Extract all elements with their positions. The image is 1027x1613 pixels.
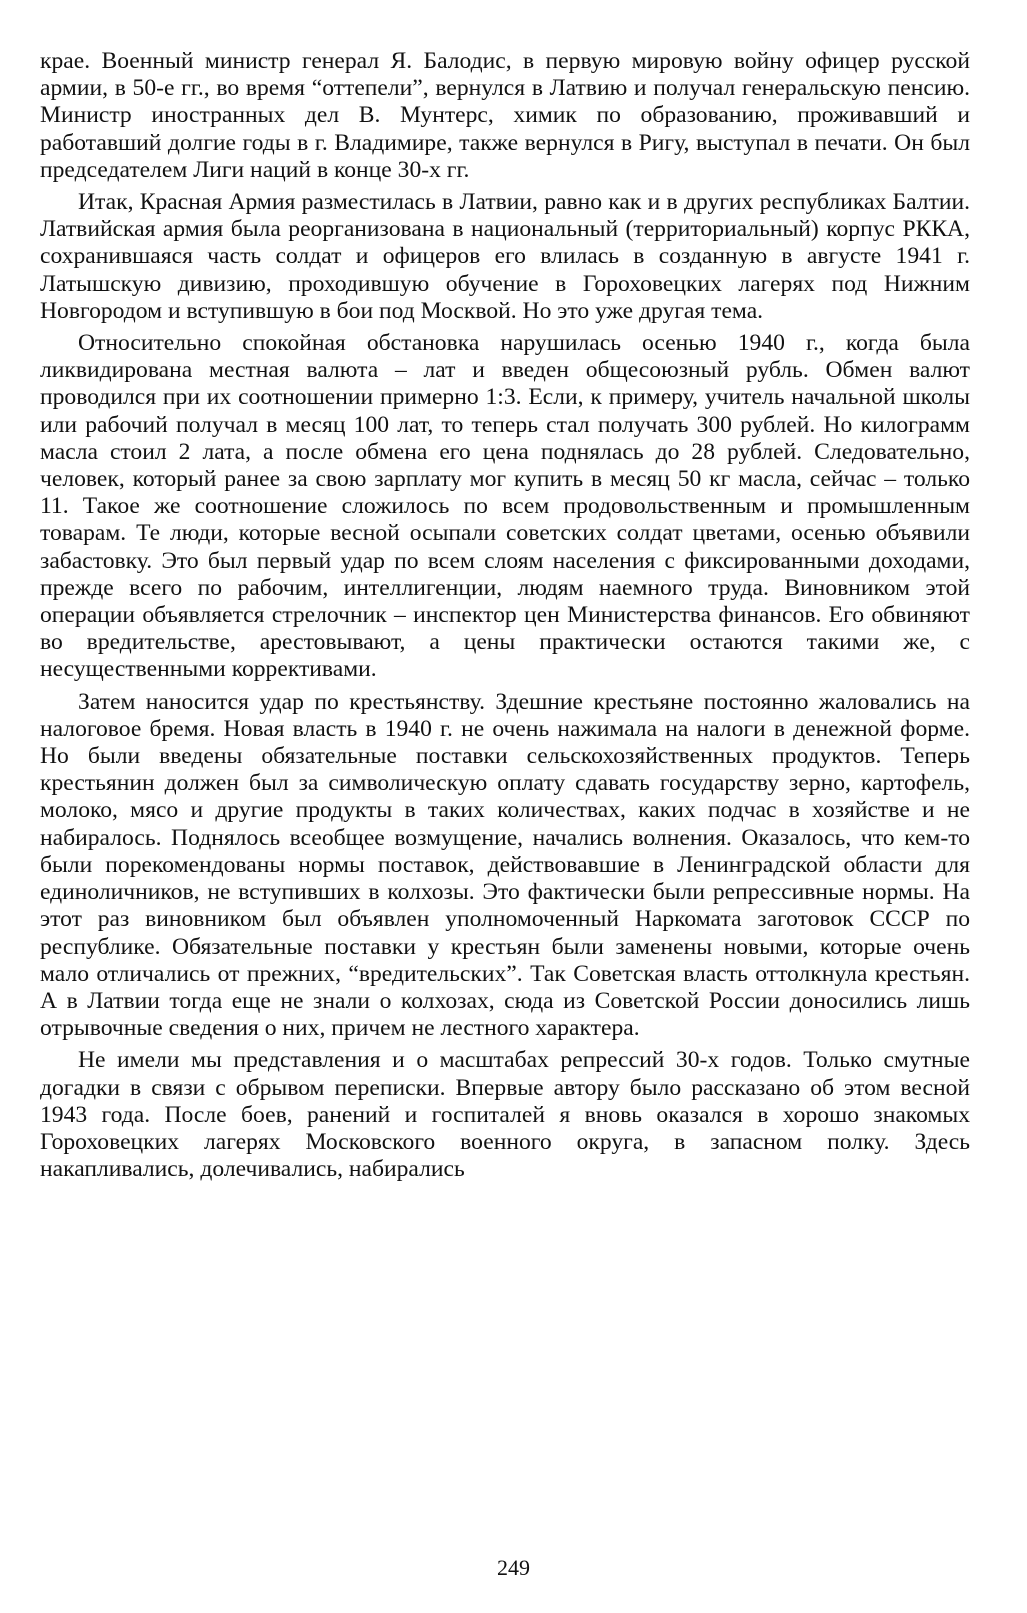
paragraph-2: Итак, Красная Армия разместилась в Латвии, равно как и в других республиках Балтии. Латвийская армия была реорганизована в национальный (территориальный) корпус РККА, сохранившаяся часть солдат и офицеров его влилась в созданную в августе 1941 г. Латышскую дивизию, проходившую обучение в Гороховецких лагерях под Нижним Новгородом и вступившую в бои под Москвой. Но это уже другая тема.: [40, 189, 970, 324]
document-page: [40, 48, 970, 1188]
paragraph-5: Не имели мы представления и о масштабах репрессий 30-х годов. Только смутные догадки в связи с обрывом переписки. Впервые автору было рассказано об этом весной 1943 года. После боев, ранений и госпиталей я вновь оказался в хорошо знакомых Гороховецких лагерях Московского военного округа, в запасном полку. Здесь накапливались, долечивались, набирались: [40, 1047, 970, 1183]
paragraph-4: Затем наносится удар по крестьянству. Здешние крестьяне постоянно жаловались на налоговое бремя. Новая власть в 1940 г. не очень нажимала на налоги в денежной форме. Но были введены обязательные поставки сельскохозяйственных продуктов. Теперь крестьянин должен был за символическую оплату сдавать государству зерно, картофель, молоко, мясо и другие продукты в таких количествах, каких подчас в хозяйстве и не набиралось. Поднялось всеобщее возмущение, начались волнения. Оказалось, что кем-то были порекомендованы нормы поставок, действовавшие в Ленинградской области для единоличников, не вступивших в колхозы. Это фактически были репрессивные нормы. На этот раз виновником был объявлен уполномоченный Наркомата заготовок СССР по республике. Обязательные поставки у крестьян были заменены новыми, которые очень мало отличались от прежних, “вредительских”. Так Советская власть оттолкнула крестьян. А в Латвии тогда еще не знали о колхозах, сюда из Советской России доносились лишь отрывочные сведения о них, причем не лестного характера.: [40, 688, 970, 1042]
paragraph-3: Относительно спокойная обстановка нарушилась осенью 1940 г., когда была ликвидирована местная валюта – лат и введен общесоюзный рубль. Обмен валют проводился при их соотношении примерно 1:3. Если, к примеру, учитель начальной школы или рабочий получал в месяц 100 лат, то теперь стал получать 300 рублей. Но килограмм масла стоил 2 лата, а после обмена его цена поднялась до 28 рублей. Следовательно, человек, который ранее за свою зарплату мог купить в месяц 50 кг масла, сейчас – только 11. Такое же соотношение сложилось по всем продовольственным и промышленным товарам. Те люди, которые весной осыпали советских солдат цветами, осенью объявили забастовку. Это был первый удар по всем слоям населения с фиксированными доходами, прежде всего по рабочим, интеллигенции, людям наемного труда. Виновником этой операции объявляется стрелочник – инспектор цен Министерства финансов. Его обвиняют во вредительстве, арестовывают, а цены практически остаются такими же, с несущественными коррективами.: [40, 330, 970, 683]
paragraph-1: крае. Военный министр генерал Я. Балодис, в первую мировую войну офицер русской армии, в 50-е гг., во время “оттепели”, вернулся в Латвию и получал генеральскую пенсию. Министр иностранных дел В. Мунтерс, химик по образованию, проживавший и работавший долгие годы в г. Владимире, также вернулся в Ригу, выступал в печати. Он был председателем Лиги наций в конце 30-х гг.: [40, 48, 970, 183]
page-number: 249: [497, 1555, 530, 1580]
